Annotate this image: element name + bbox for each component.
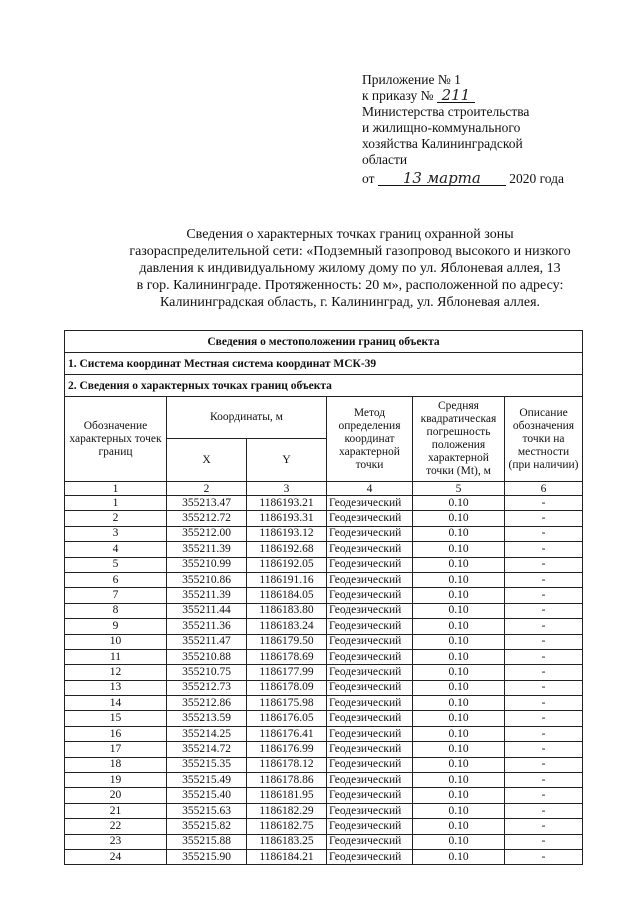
appendix-date-line [362, 171, 612, 187]
table-row [65, 680, 583, 695]
coord-y: 1186176.41 [247, 726, 327, 741]
title-line-2: газораспределительной сети: «Подземный газопровод высокого и низкого [129, 244, 571, 259]
description: - [505, 526, 583, 541]
coord-y: 1186183.25 [247, 834, 327, 849]
coord-x: 355215.63 [167, 803, 247, 818]
error-value: 0.10 [413, 588, 505, 603]
table-row [65, 496, 583, 511]
coord-x: 355212.00 [167, 526, 247, 541]
point-number: 14 [65, 696, 167, 711]
error-value: 0.10 [413, 526, 505, 541]
coord-y: 1186178.69 [247, 649, 327, 664]
point-number: 22 [65, 819, 167, 834]
error-value: 0.10 [413, 649, 505, 664]
method: Геодезический [327, 634, 413, 649]
method: Геодезический [327, 726, 413, 741]
table-row [65, 773, 583, 788]
method: Геодезический [327, 588, 413, 603]
description: - [505, 649, 583, 664]
coord-x: 355210.86 [167, 572, 247, 587]
description: - [505, 803, 583, 818]
point-number: 13 [65, 680, 167, 695]
coord-y: 1186179.50 [247, 634, 327, 649]
col-number: 5 [413, 482, 505, 496]
coord-x: 355215.35 [167, 757, 247, 772]
description: - [505, 588, 583, 603]
col-coords: Координаты, м [167, 397, 327, 439]
coord-x: 355214.25 [167, 726, 247, 741]
point-number: 4 [65, 542, 167, 557]
description: - [505, 726, 583, 741]
col-number: 3 [247, 482, 327, 496]
description: - [505, 619, 583, 634]
point-number: 20 [65, 788, 167, 803]
table-row [65, 557, 583, 572]
coord-x: 355211.39 [167, 542, 247, 557]
error-value: 0.10 [413, 696, 505, 711]
description: - [505, 557, 583, 572]
date-suffix: 2020 года [509, 171, 565, 186]
description: - [505, 788, 583, 803]
coord-y: 1186183.80 [247, 603, 327, 618]
error-value: 0.10 [413, 757, 505, 772]
coord-x: 355210.88 [167, 649, 247, 664]
point-number: 6 [65, 572, 167, 587]
table-row [65, 803, 583, 818]
description: - [505, 834, 583, 849]
appendix-block [362, 72, 612, 187]
method: Геодезический [327, 542, 413, 557]
error-value: 0.10 [413, 803, 505, 818]
table-row [65, 603, 583, 618]
boundary-points-table [64, 330, 583, 865]
coord-x: 355215.82 [167, 819, 247, 834]
error-value: 0.10 [413, 557, 505, 572]
coordinate-system-row: 1. Система координат Местная система координат МСК-39 [65, 353, 583, 375]
point-number: 5 [65, 557, 167, 572]
description: - [505, 680, 583, 695]
error-value: 0.10 [413, 711, 505, 726]
method: Геодезический [327, 696, 413, 711]
table-row [65, 849, 583, 864]
error-value: 0.10 [413, 726, 505, 741]
error-value: 0.10 [413, 788, 505, 803]
description: - [505, 665, 583, 680]
order-number: 211 [437, 88, 475, 103]
error-value: 0.10 [413, 496, 505, 511]
point-number: 7 [65, 588, 167, 603]
method: Геодезический [327, 711, 413, 726]
method: Геодезический [327, 834, 413, 849]
error-value: 0.10 [413, 634, 505, 649]
description: - [505, 696, 583, 711]
method: Геодезический [327, 603, 413, 618]
coord-x: 355211.47 [167, 634, 247, 649]
col-number: 1 [65, 482, 167, 496]
method: Геодезический [327, 742, 413, 757]
table-row [65, 526, 583, 541]
description: - [505, 496, 583, 511]
coord-y: 1186193.31 [247, 511, 327, 526]
appendix-line-4: и жилищно-коммунального [362, 120, 521, 135]
coord-y: 1186181.95 [247, 788, 327, 803]
title-line-3: давления к индивидуальному жилому дому по ул. Яблоневая аллея, 13 [139, 261, 561, 276]
coord-x: 355215.88 [167, 834, 247, 849]
point-number: 18 [65, 757, 167, 772]
coord-y: 1186183.24 [247, 619, 327, 634]
coord-x: 355211.44 [167, 603, 247, 618]
point-number: 16 [65, 726, 167, 741]
point-number: 23 [65, 834, 167, 849]
point-number: 19 [65, 773, 167, 788]
point-number: 9 [65, 619, 167, 634]
coord-x: 355214.72 [167, 742, 247, 757]
point-number: 10 [65, 634, 167, 649]
method: Геодезический [327, 803, 413, 818]
error-value: 0.10 [413, 773, 505, 788]
error-value: 0.10 [413, 834, 505, 849]
table-row [65, 788, 583, 803]
table-row [65, 696, 583, 711]
point-number: 15 [65, 711, 167, 726]
description: - [505, 511, 583, 526]
point-number: 24 [65, 849, 167, 864]
table-row [65, 742, 583, 757]
error-value: 0.10 [413, 819, 505, 834]
point-number: 8 [65, 603, 167, 618]
description: - [505, 757, 583, 772]
description: - [505, 742, 583, 757]
coord-y: 1186193.12 [247, 526, 327, 541]
table-row [65, 834, 583, 849]
coord-x: 355213.47 [167, 496, 247, 511]
table-row [65, 619, 583, 634]
table-row [65, 542, 583, 557]
coord-x: 355211.39 [167, 588, 247, 603]
table-row [65, 665, 583, 680]
coord-y: 1186192.05 [247, 557, 327, 572]
method: Геодезический [327, 788, 413, 803]
coord-x: 355210.99 [167, 557, 247, 572]
table-row [65, 634, 583, 649]
method: Геодезический [327, 665, 413, 680]
description: - [505, 634, 583, 649]
point-number: 17 [65, 742, 167, 757]
coord-y: 1186184.05 [247, 588, 327, 603]
points-section-row: 2. Сведения о характерных точках границ объекта [65, 375, 583, 397]
method: Геодезический [327, 496, 413, 511]
coord-y: 1186184.21 [247, 849, 327, 864]
coord-y: 1186176.05 [247, 711, 327, 726]
method: Геодезический [327, 773, 413, 788]
coord-y: 1186182.75 [247, 819, 327, 834]
description: - [505, 603, 583, 618]
description: - [505, 542, 583, 557]
method: Геодезический [327, 649, 413, 664]
method: Геодезический [327, 680, 413, 695]
appendix-line-1: Приложение № 1 [362, 72, 461, 87]
description: - [505, 711, 583, 726]
table-row [65, 588, 583, 603]
table-row [65, 757, 583, 772]
coord-y: 1186178.09 [247, 680, 327, 695]
method: Геодезический [327, 557, 413, 572]
coord-y: 1186193.21 [247, 496, 327, 511]
col-number: 4 [327, 482, 413, 496]
method: Геодезический [327, 619, 413, 634]
method: Геодезический [327, 526, 413, 541]
error-value: 0.10 [413, 742, 505, 757]
coord-y: 1186175.98 [247, 696, 327, 711]
error-value: 0.10 [413, 572, 505, 587]
error-value: 0.10 [413, 849, 505, 864]
description: - [505, 849, 583, 864]
col-error: Средняя квадратическая погрешность положения характерной точки (Mt), м [413, 397, 505, 482]
appendix-order-line [362, 88, 612, 104]
coord-y: 1186177.99 [247, 665, 327, 680]
coord-x: 355212.73 [167, 680, 247, 695]
table-body [65, 496, 583, 865]
coord-x: 355215.90 [167, 849, 247, 864]
coord-x: 355212.86 [167, 696, 247, 711]
point-number: 11 [65, 649, 167, 664]
method: Геодезический [327, 511, 413, 526]
coord-y: 1186192.68 [247, 542, 327, 557]
col-designation: Обозначение характерных точек границ [65, 397, 167, 482]
error-value: 0.10 [413, 603, 505, 618]
coord-x: 355213.59 [167, 711, 247, 726]
error-value: 0.10 [413, 542, 505, 557]
col-number: 6 [505, 482, 583, 496]
table-row [65, 819, 583, 834]
table-row [65, 511, 583, 526]
point-number: 12 [65, 665, 167, 680]
coord-x: 355211.36 [167, 619, 247, 634]
col-x: X [167, 439, 247, 482]
coord-x: 355210.75 [167, 665, 247, 680]
order-prefix: к приказу № [362, 88, 434, 103]
method: Геодезический [327, 572, 413, 587]
description: - [505, 572, 583, 587]
table-row [65, 649, 583, 664]
appendix-line-5: хозяйства Калининградской [362, 136, 523, 151]
col-description: Описание обозначения точки на местности (при наличии) [505, 397, 583, 482]
method: Геодезический [327, 819, 413, 834]
method: Геодезический [327, 757, 413, 772]
method: Геодезический [327, 849, 413, 864]
coord-y: 1186178.86 [247, 773, 327, 788]
point-number: 1 [65, 496, 167, 511]
coord-x: 355212.72 [167, 511, 247, 526]
point-number: 21 [65, 803, 167, 818]
error-value: 0.10 [413, 665, 505, 680]
col-method: Метод определения координат характерной точки [327, 397, 413, 482]
table-row [65, 726, 583, 741]
point-number: 3 [65, 526, 167, 541]
col-y: Y [247, 439, 327, 482]
appendix-line-6: области [362, 152, 408, 167]
coord-x: 355215.49 [167, 773, 247, 788]
title-line-1: Сведения о характерных точках границ охранной зоны [186, 227, 514, 242]
error-value: 0.10 [413, 619, 505, 634]
table-main-header: Сведения о местоположении границ объекта [65, 331, 583, 353]
point-number: 2 [65, 511, 167, 526]
coord-y: 1186178.12 [247, 757, 327, 772]
error-value: 0.10 [413, 511, 505, 526]
coord-x: 355215.40 [167, 788, 247, 803]
error-value: 0.10 [413, 680, 505, 695]
coord-y: 1186191.16 [247, 572, 327, 587]
table-row [65, 572, 583, 587]
document-title [60, 226, 640, 311]
col-number: 2 [167, 482, 247, 496]
coord-y: 1186176.99 [247, 742, 327, 757]
title-line-5: Калининградская область, г. Калининград, ул. Яблоневая аллея. [159, 295, 541, 310]
description: - [505, 819, 583, 834]
title-line-4: в гор. Калининграде. Протяженность: 20 м», расположенной по адресу: [136, 278, 564, 293]
date-prefix: от [362, 171, 375, 186]
table-row [65, 711, 583, 726]
appendix-line-3: Министерства строительства [362, 104, 530, 119]
date-value: 13 марта [378, 171, 506, 186]
coord-y: 1186182.29 [247, 803, 327, 818]
description: - [505, 773, 583, 788]
